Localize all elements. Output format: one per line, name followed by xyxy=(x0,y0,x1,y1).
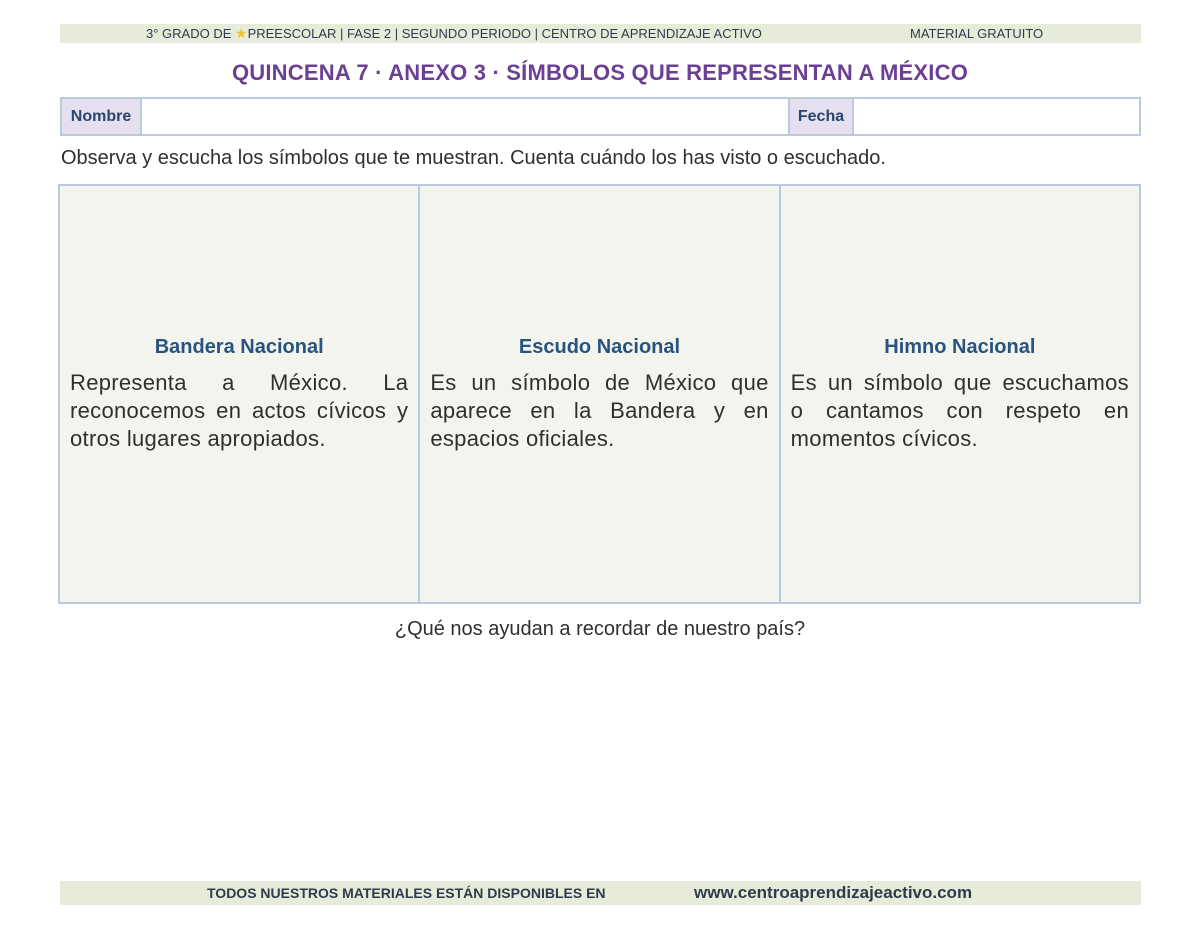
card-title: Escudo Nacional xyxy=(518,336,681,358)
page-title: QUINCENA 7 · ANEXO 3 · SÍMBOLOS QUE REPRESENTAN A MÉXICO xyxy=(231,60,969,85)
card-escudo xyxy=(420,186,780,602)
header-phase-text: PREESCOLAR | FASE 2 | SEGUNDO PERIODO | CENTRO DE APRENDIZAJE ACTIVO xyxy=(247,26,762,41)
header-grade-text: 3° GRADO DE xyxy=(146,26,235,41)
symbols-table xyxy=(58,184,1141,604)
header-left xyxy=(146,24,762,43)
card-title: Bandera Nacional xyxy=(154,336,324,358)
date-field[interactable] xyxy=(854,99,1139,134)
name-date-box xyxy=(60,97,1141,136)
name-label: Nombre xyxy=(62,99,142,134)
instruction-text: Observa y escucha los símbolos que te muestran. Cuenta cuándo los has visto o escuchado. xyxy=(61,147,886,169)
card-description: Es un símbolo que escuchamos o cantamos con respeto en momentos cívicos. xyxy=(790,370,1129,451)
card-bandera xyxy=(60,186,420,602)
footer-bar xyxy=(60,881,1141,905)
name-field[interactable] xyxy=(142,99,788,134)
footer-left-text: TODOS NUESTROS MATERIALES ESTÁN DISPONIBLES EN xyxy=(207,885,606,901)
card-himno xyxy=(781,186,1139,602)
footer-website-link[interactable]: www.centroaprendizajeactivo.com xyxy=(694,883,973,902)
header-bar xyxy=(60,24,1141,43)
question-text: ¿Qué nos ayudan a recordar de nuestro país? xyxy=(394,618,806,640)
star-icon: ★ xyxy=(235,25,248,41)
card-description: Representa a México. La reconocemos en actos cívicos y otros lugares apropiados. xyxy=(70,370,409,451)
card-description: Es un símbolo de México que aparece en la Bandera y en espacios oficiales. xyxy=(430,370,769,451)
header-right: MATERIAL GRATUITO xyxy=(910,26,1044,41)
date-label: Fecha xyxy=(788,99,854,134)
card-title: Himno Nacional xyxy=(884,336,1036,358)
